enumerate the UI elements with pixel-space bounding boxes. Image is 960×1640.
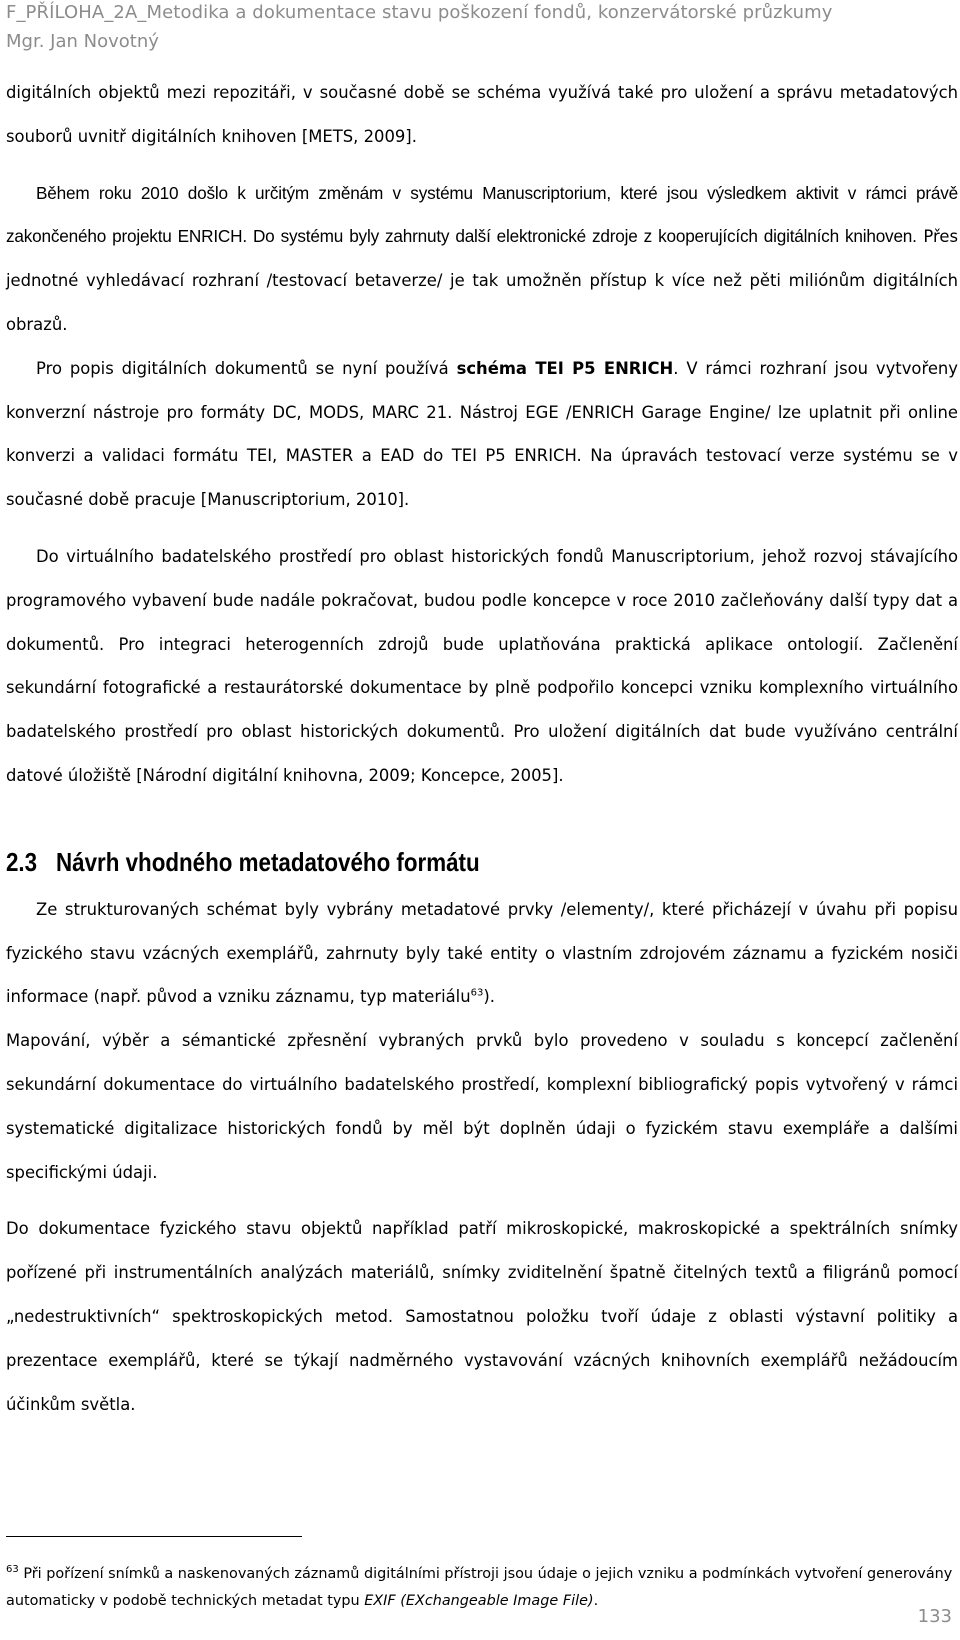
paragraph-tei-p5: Pro popis digitálních dokumentů se nyní používá schéma TEI P5 ENRICH. V rámci rozhraní jsou vytvořeny konverzní nástroje pro formáty DC, MODS, MARC 21. Nástroj EGE /ENRICH Garage Engine/ lze uplatnit při online konverzi a validaci formátu TEI, MASTER a EAD do TEI P5 ENRICH. Na úpravách testovací verze systému se v současné době pracuje [Manuscriptorium, 2010]. <box>6 358 958 510</box>
footnote-marker: 63 <box>6 1564 19 1576</box>
paragraph-virtual-research: Do virtuálního badatelského prostředí pro oblast historických fondů Manuscriptorium, jehož rozvoj stávajícího programového vybavení bude nadále pokračovat, budou podle koncepce v roce 2010 začleňovány další typy dat a dokumentů. Pro integraci heterogenních zdrojů bude uplatňována praktická aplikace ontologií. Začlenění sekundární fotografické a restaurátorské dokumentace by plně podpořilo koncepci vzniku komplexního virtuálního badatelského prostředí pro oblast historických dokumentů. Pro uložení digitálních dat bude využíváno centrální datové úložiště [Národní digitální knihovna, 2009; Koncepce, 2005]. <box>6 546 958 785</box>
footnote-reference[interactable]: 63 <box>470 987 484 999</box>
footnote-italic: EXIF (EXchangeable Image File) <box>364 1593 594 1609</box>
paragraph-manuscriptorium-2010: Během roku 2010 došlo k určitým změnám v systému Manuscriptorium, které jsou výsledkem aktivit v rámci právě zakončeného projektu ENRICH. Do systému byly zahrnuty další elektronické zdroje z kooperujících digitálních knihoven. Přes jednotné vyhledávací rozhraní /testovací betaverze/ je tak umožněn přístup k více než pěti miliónům digitálních obrazů. <box>6 182 959 334</box>
bold-schema: schéma TEI P5 ENRICH <box>456 358 674 378</box>
footnote: $^{63}$ Při pořízení snímků a naskenovaných záznamů digitálními přístroji jsou údaje o jejich vzniku a podmínkách vytvoření generovány automaticky v podobě technických metadat typu EXIF (EXchangeable Image File). <box>6 1564 953 1609</box>
running-header-author: Mgr. Jan Novotný <box>6 31 159 52</box>
paragraph-mets: digitálních objektů mezi repozitáři, v současné době se schéma využívá také pro uložení a správu metadatových souborů uvnitř digitálních knihoven [METS, 2009]. <box>6 83 958 146</box>
section-heading <box>6 836 825 888</box>
paragraph-schemes: Ze strukturovaných schémat byly vybrány metadatové prvky /elementy/, které přicházejí v úvahu při popisu fyzického stavu vzácných exemplářů, zahrnuty byly také entity o vlastním zdrojovém záznamu a fyzickém nosiči informace (např. původ a vzniku záznamu, typ materiálu$^{63}$). <box>6 899 958 1007</box>
paragraph-mapping: Mapování, výběr a sémantické zpřesnění vybraných prvků bylo provedeno v souladu s koncepcí začlenění sekundární dokumentace do virtuálního badatelského prostředí, komplexní bibliografický popis vytvořený v rámci systematické digitalizace historických fondů by měl být doplněn údaji o fyzickém stavu exempláře a dalšími specifickými údaji. <box>6 1031 958 1182</box>
body-text <box>6 71 958 1426</box>
section-number: 2.3 <box>6 846 38 877</box>
paragraph-physical-state: Do dokumentace fyzického stavu objektů například patří mikroskopické, makroskopické a spektrálních snímky pořízené při instrumentálních analýzách materiálů, snímky zviditelnění špatně čitelných textů a filigránů pomocí „nedestruktivních“ spektroskopických metod. Samostatnou položku tvoří údaje z oblasti výstavní politiky a prezentace exemplářů, které se týkají nadměrného vystavování vzácných knihovních exemplářů nežádoucím účinkům světla. <box>6 1219 958 1414</box>
section-title: Návrh vhodného metadatového formátu <box>56 846 480 877</box>
page-number: 133 <box>917 1606 952 1627</box>
running-header-title: F_PŘÍLOHA_2A_Metodika a dokumentace stavu poškození fondů, konzervátorské průzkumy <box>6 2 833 23</box>
footnote-separator <box>6 1536 302 1537</box>
